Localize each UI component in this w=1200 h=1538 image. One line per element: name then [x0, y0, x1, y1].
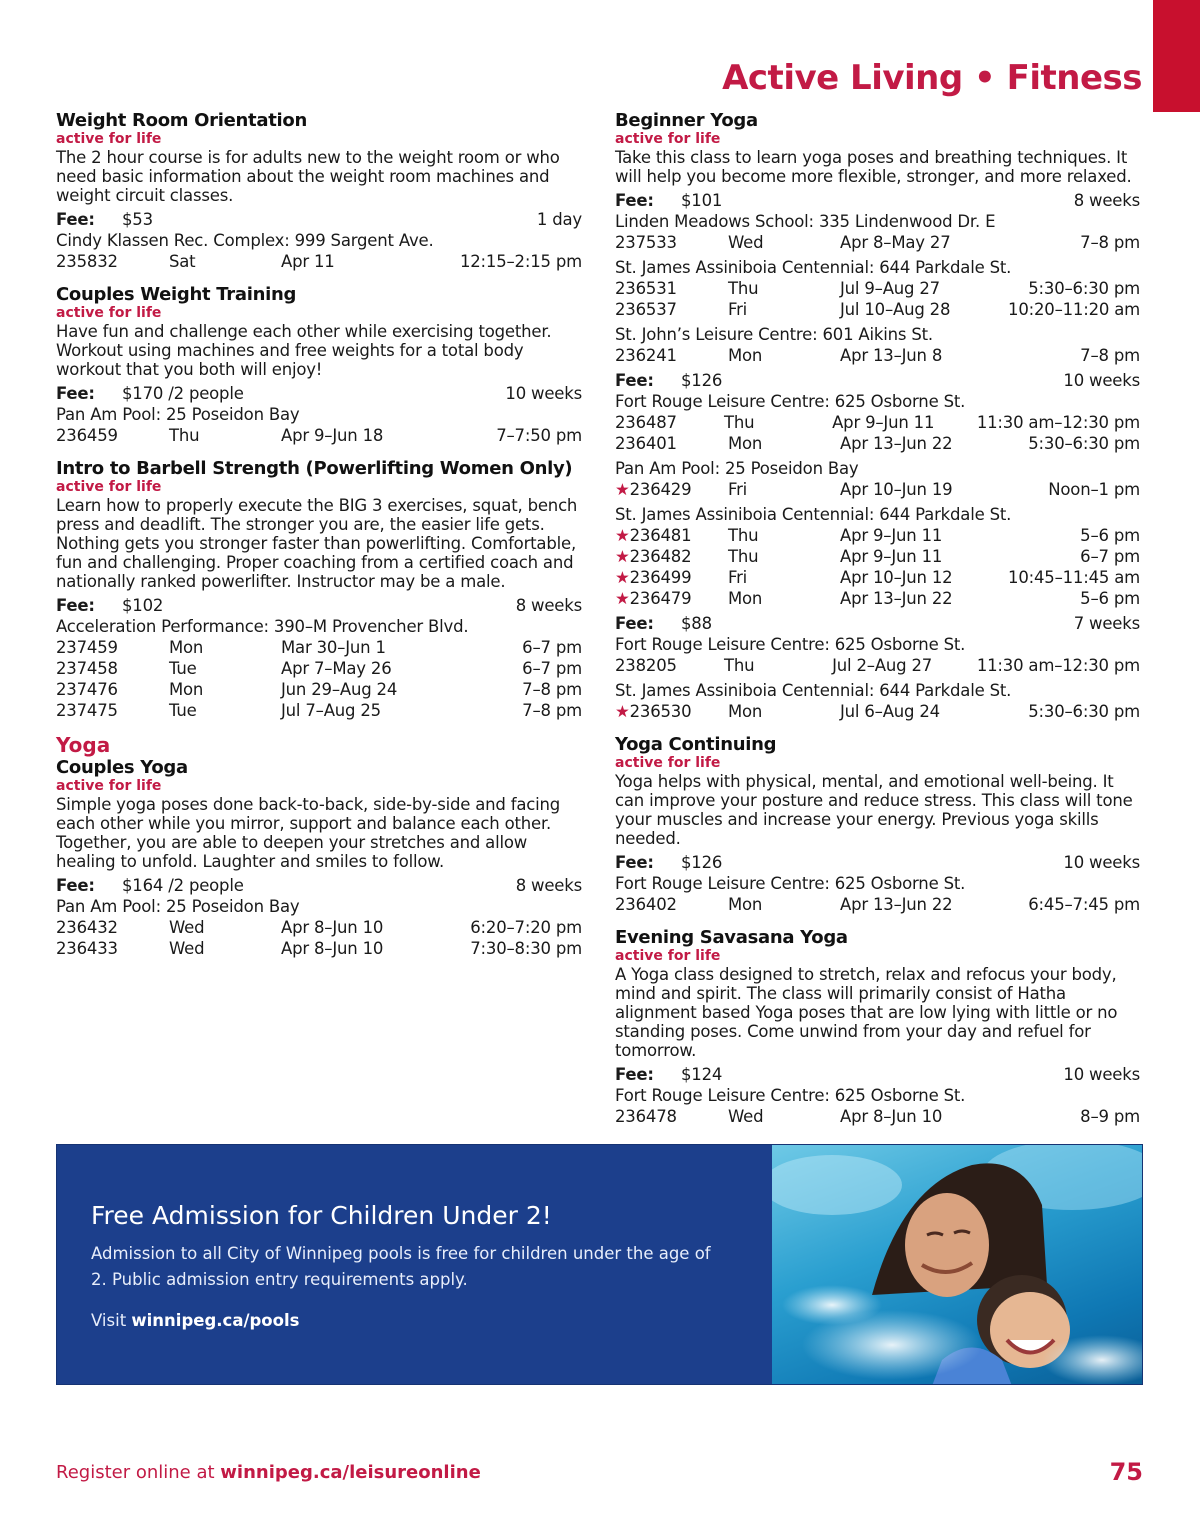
fee-label: Fee:	[615, 1065, 654, 1084]
session-time: 7–8 pm	[522, 680, 582, 699]
fee-label: Fee:	[615, 371, 654, 390]
fee-row	[615, 852, 1140, 873]
location-name: Fort Rouge Leisure Centre: 625 Osborne St.	[615, 874, 966, 893]
session-code-cell	[615, 232, 728, 253]
course-description: Simple yoga poses done back-to-back, side-by-side and facing each other while you mirror, support and balance each other. Together, you are able to deepen your stretches and allow healing to unfold. Laughter and smiles to follow.	[56, 795, 561, 871]
spacer	[56, 959, 582, 963]
session-day: Fri	[728, 300, 748, 319]
course-description: Yoga helps with physical, mental, and emotional well-being. It can improve your posture and reduce stress. This class will tone your muscles and increase your energy. Previous yoga skills needed.	[615, 772, 1133, 848]
spacer	[56, 272, 582, 276]
session-row	[615, 232, 1140, 253]
session-dates: Apr 10–Jun 19	[840, 480, 953, 499]
fee-row	[615, 613, 1140, 634]
course-title: Yoga Continuing	[615, 734, 777, 755]
session-code-cell	[615, 412, 724, 433]
location-name: St. John’s Leisure Centre: 601 Aikins St.	[615, 325, 933, 344]
session-code-cell	[56, 637, 169, 658]
star-icon: ★	[615, 480, 630, 499]
fee-amount: $102	[122, 596, 164, 615]
session-day: Mon	[169, 638, 204, 657]
session-code-cell	[615, 588, 728, 609]
star-icon: ★	[615, 702, 630, 721]
session-dates: Apr 9–Jun 11	[840, 547, 943, 566]
pool-photo-illustration	[772, 1145, 1143, 1385]
session-time: 7–7:50 pm	[496, 426, 582, 445]
right-course-list	[615, 110, 1140, 1131]
yoga-course-list	[56, 757, 582, 963]
course-block	[56, 757, 582, 963]
session-code[interactable]: 236429	[629, 480, 692, 499]
session-code[interactable]: 236499	[629, 568, 692, 587]
session-dates: Apr 11	[281, 252, 335, 271]
session-row	[615, 655, 1140, 676]
session-dates: Jul 7–Aug 25	[281, 701, 381, 720]
session-row	[615, 278, 1140, 299]
session-code-cell	[56, 251, 169, 272]
session-code[interactable]: 236487	[615, 413, 677, 432]
fee-label: Fee:	[615, 614, 654, 633]
session-code[interactable]: 236433	[56, 939, 118, 958]
session-code[interactable]: 237458	[56, 659, 118, 678]
session-day: Wed	[728, 233, 764, 252]
session-day: Wed	[169, 918, 205, 937]
session-time: 5–6 pm	[1080, 589, 1140, 608]
course-duration: 7 weeks	[1073, 614, 1140, 633]
session-row	[615, 894, 1140, 915]
session-code[interactable]: 236432	[56, 918, 118, 937]
session-dates: Apr 8–Jun 10	[281, 918, 384, 937]
session-day: Mon	[169, 680, 204, 699]
session-dates: Apr 10–Jun 12	[840, 568, 953, 587]
session-code[interactable]: 235832	[56, 252, 118, 271]
session-row	[615, 567, 1140, 588]
session-time: 6–7 pm	[522, 659, 582, 678]
session-dates: Jul 10–Aug 28	[840, 300, 951, 319]
category-title-yoga: Yoga	[56, 733, 111, 757]
session-row	[56, 251, 582, 272]
course-duration: 8 weeks	[515, 876, 582, 895]
location-name: Fort Rouge Leisure Centre: 625 Osborne St.	[615, 635, 966, 654]
session-row	[615, 299, 1140, 320]
session-row	[56, 425, 582, 446]
session-row	[56, 938, 582, 959]
course-duration: 10 weeks	[505, 384, 582, 403]
session-time: 7:30–8:30 pm	[470, 939, 582, 958]
session-time: 11:30 am–12:30 pm	[976, 656, 1140, 675]
session-time: 8–9 pm	[1080, 1107, 1140, 1126]
location-name: St. James Assiniboia Centennial: 644 Parkdale St.	[615, 505, 1012, 524]
session-code[interactable]: 237533	[615, 233, 677, 252]
section-tab	[1153, 0, 1200, 112]
fee-amount: $88	[681, 614, 712, 633]
session-code-cell	[615, 433, 728, 454]
session-code-cell	[56, 425, 169, 446]
location-name: Pan Am Pool: 25 Poseidon Bay	[615, 459, 859, 478]
session-row	[56, 658, 582, 679]
section-header: Active Living • Fitness	[722, 58, 1142, 98]
promo-text: Admission to all City of Winnipeg pools is free for children under the age of 2. Public admission entry requirements apply.	[91, 1244, 711, 1289]
session-row	[615, 546, 1140, 567]
active-for-life-badge: active for life	[615, 755, 721, 771]
location-name: Pan Am Pool: 25 Poseidon Bay	[56, 405, 300, 424]
course-block	[56, 458, 582, 725]
spacer	[56, 446, 582, 450]
star-icon: ★	[615, 568, 630, 587]
fee-row	[56, 875, 582, 896]
session-code-cell	[56, 917, 169, 938]
course-description: The 2 hour course is for adults new to the weight room or who need basic information about the weight room machines and weight circuit classes.	[56, 148, 560, 205]
fee-row	[56, 595, 582, 616]
session-code-cell	[615, 345, 728, 366]
star-icon: ★	[615, 547, 630, 566]
fee-label: Fee:	[56, 384, 95, 403]
session-time: 6–7 pm	[1080, 547, 1140, 566]
session-code-cell	[615, 525, 728, 546]
course-title: Couples Yoga	[56, 757, 188, 778]
session-day: Tue	[169, 701, 197, 720]
session-code-cell	[56, 700, 169, 721]
session-time: 6:45–7:45 pm	[1028, 895, 1140, 914]
session-code[interactable]: 236481	[629, 526, 692, 545]
session-row	[56, 637, 582, 658]
session-code-cell	[56, 938, 169, 959]
fee-amount: $170 /2 people	[122, 384, 244, 403]
session-time: 7–8 pm	[522, 701, 582, 720]
course-title: Weight Room Orientation	[56, 110, 307, 131]
fee-label: Fee:	[56, 596, 95, 615]
session-code-cell	[615, 655, 724, 676]
session-row	[615, 588, 1140, 609]
session-code-cell	[615, 567, 728, 588]
location-name: Fort Rouge Leisure Centre: 625 Osborne St.	[615, 1086, 966, 1105]
register-footer	[56, 1462, 481, 1483]
left-column	[56, 110, 582, 971]
session-row	[56, 917, 582, 938]
session-time: 7–8 pm	[1080, 346, 1140, 365]
session-code-cell	[615, 546, 728, 567]
spacer	[615, 915, 1140, 919]
session-code[interactable]: 237459	[56, 638, 118, 657]
register-prefix: Register online at	[56, 1462, 221, 1483]
session-code-cell	[615, 479, 728, 500]
fee-row	[615, 370, 1140, 391]
session-day: Sat	[169, 252, 196, 271]
fee-amount: $126	[681, 371, 723, 390]
session-day: Mon	[728, 346, 763, 365]
session-time: Noon–1 pm	[1048, 480, 1140, 499]
session-day: Thu	[724, 413, 755, 432]
course-description: A Yoga class designed to stretch, relax and refocus your body, mind and spirit. The class will primarily consist of Hatha alignment based Yoga poses that are low lying with little or no standing poses. Come unwind from your day and refuel for tomorrow.	[615, 965, 1118, 1060]
session-code[interactable]: 236530	[629, 702, 692, 721]
course-block	[56, 284, 582, 450]
session-code[interactable]: 236537	[615, 300, 677, 319]
session-day: Thu	[728, 526, 759, 545]
session-dates: Apr 13–Jun 22	[840, 589, 953, 608]
fee-row	[615, 1064, 1140, 1085]
right-column	[615, 110, 1140, 1139]
active-for-life-badge: active for life	[56, 479, 162, 495]
location-name: Acceleration Performance: 390–M Provencher Blvd.	[56, 617, 469, 636]
session-code[interactable]: 236401	[615, 434, 677, 453]
location-name: Cindy Klassen Rec. Complex: 999 Sargent Ave.	[56, 231, 434, 250]
session-row	[615, 479, 1140, 500]
session-code[interactable]: 236479	[629, 589, 692, 608]
course-duration: 10 weeks	[1063, 371, 1140, 390]
fee-amount: $101	[681, 191, 723, 210]
session-dates: Mar 30–Jun 1	[281, 638, 386, 657]
fee-row	[56, 209, 582, 230]
session-code[interactable]: 236241	[615, 346, 677, 365]
course-description: Learn how to properly execute the BIG 3 exercises, squat, bench press and deadlift. The stronger you are, the easier life gets. Nothing gets you stronger faster than powerlifting. Comfortable, fun and challenging. Proper coaching from a certified coach and nationally ranked powerlifter. Instructor may be a male.	[56, 496, 578, 591]
fee-row	[56, 383, 582, 404]
course-title: Intro to Barbell Strength (Powerlifting Women Only)	[56, 458, 573, 479]
location-name: St. James Assiniboia Centennial: 644 Parkdale St.	[615, 681, 1012, 700]
session-dates: Apr 7–May 26	[281, 659, 392, 678]
session-time: 10:45–11:45 am	[1008, 568, 1140, 587]
session-code[interactable]: 236459	[56, 426, 118, 445]
session-dates: Jul 2–Aug 27	[832, 656, 933, 675]
session-code[interactable]: 237476	[56, 680, 118, 699]
session-code[interactable]: 236482	[629, 547, 692, 566]
session-code-cell	[615, 701, 728, 722]
course-duration: 10 weeks	[1063, 1065, 1140, 1084]
session-time: 6:20–7:20 pm	[470, 918, 582, 937]
course-block	[56, 110, 582, 276]
location-name: Fort Rouge Leisure Centre: 625 Osborne St.	[615, 392, 966, 411]
active-for-life-badge: active for life	[615, 948, 721, 964]
course-block	[615, 734, 1140, 919]
session-day: Thu	[728, 547, 759, 566]
pool-photo	[772, 1145, 1143, 1385]
fee-label: Fee:	[615, 191, 654, 210]
course-block	[615, 927, 1140, 1131]
session-row	[615, 345, 1140, 366]
course-description: Have fun and challenge each other while exercising together. Workout using machines and free weights for a total body workout that you both will enjoy!	[56, 322, 552, 379]
session-time: 5:30–6:30 pm	[1028, 434, 1140, 453]
fee-label: Fee:	[56, 210, 95, 229]
promo-banner	[56, 1144, 1143, 1385]
course-duration: 1 day	[536, 210, 582, 229]
session-code[interactable]: 236478	[615, 1107, 677, 1126]
session-time: 7–8 pm	[1080, 233, 1140, 252]
location-name: Linden Meadows School: 335 Lindenwood Dr. E	[615, 212, 996, 231]
session-dates: Jul 6–Aug 24	[840, 702, 940, 721]
session-dates: Jun 29–Aug 24	[281, 680, 398, 699]
session-code-cell	[615, 299, 728, 320]
session-row	[615, 525, 1140, 546]
session-dates: Apr 13–Jun 22	[840, 434, 953, 453]
session-code-cell	[615, 1106, 728, 1127]
fee-label: Fee:	[615, 853, 654, 872]
active-for-life-badge: active for life	[56, 305, 162, 321]
fee-amount: $53	[122, 210, 153, 229]
session-row	[615, 701, 1140, 722]
session-dates: Apr 9–Jun 11	[840, 526, 943, 545]
session-day: Wed	[728, 1107, 764, 1126]
promo-visit	[91, 1311, 299, 1330]
session-dates: Apr 9–Jun 18	[281, 426, 384, 445]
session-code-cell	[56, 679, 169, 700]
promo-title: Free Admission for Children Under 2!	[91, 1201, 552, 1230]
session-day: Mon	[728, 589, 763, 608]
fee-label: Fee:	[56, 876, 95, 895]
session-day: Mon	[728, 434, 763, 453]
session-dates: Apr 13–Jun 22	[840, 895, 953, 914]
session-code-cell	[615, 894, 728, 915]
session-code-cell	[615, 278, 728, 299]
session-code[interactable]: 236531	[615, 279, 677, 298]
session-day: Fri	[728, 480, 748, 499]
fee-amount: $126	[681, 853, 723, 872]
session-time: 6–7 pm	[522, 638, 582, 657]
session-time: 11:30 am–12:30 pm	[976, 413, 1140, 432]
session-dates: Apr 9–Jun 11	[832, 413, 935, 432]
session-row	[615, 1106, 1140, 1127]
session-row	[56, 679, 582, 700]
session-day: Tue	[169, 659, 197, 678]
register-link[interactable]: winnipeg.ca/leisureonline	[220, 1462, 481, 1483]
session-day: Thu	[169, 426, 200, 445]
session-dates: Apr 8–Jun 10	[840, 1107, 943, 1126]
session-time: 5:30–6:30 pm	[1028, 279, 1140, 298]
course-description: Take this class to learn yoga poses and breathing techniques. It will help you become more flexible, stronger, and more relaxed.	[615, 148, 1132, 186]
session-code[interactable]: 238205	[615, 656, 677, 675]
left-course-list	[56, 110, 582, 725]
session-time: 12:15–2:15 pm	[459, 252, 582, 271]
session-code[interactable]: 237475	[56, 701, 118, 720]
session-time: 5:30–6:30 pm	[1028, 702, 1140, 721]
course-title: Evening Savasana Yoga	[615, 927, 848, 948]
session-dates: Jul 9–Aug 27	[840, 279, 940, 298]
session-day: Thu	[728, 279, 759, 298]
session-dates: Apr 13–Jun 8	[840, 346, 943, 365]
course-title: Beginner Yoga	[615, 110, 758, 131]
spacer	[615, 722, 1140, 726]
course-duration: 8 weeks	[1073, 191, 1140, 210]
fee-row	[615, 190, 1140, 211]
active-for-life-badge: active for life	[615, 131, 721, 147]
promo-visit-prefix: Visit	[91, 1311, 132, 1330]
session-day: Thu	[724, 656, 755, 675]
spacer	[56, 721, 582, 725]
session-dates: Apr 8–Jun 10	[281, 939, 384, 958]
course-duration: 8 weeks	[515, 596, 582, 615]
session-day: Mon	[728, 895, 763, 914]
session-row	[615, 433, 1140, 454]
course-title: Couples Weight Training	[56, 284, 297, 305]
session-time: 10:20–11:20 am	[1008, 300, 1140, 319]
course-block	[615, 110, 1140, 726]
location-name: St. James Assiniboia Centennial: 644 Parkdale St.	[615, 258, 1012, 277]
promo-link[interactable]: winnipeg.ca/pools	[131, 1311, 300, 1330]
star-icon: ★	[615, 526, 630, 545]
session-row	[615, 412, 1140, 433]
session-code[interactable]: 236402	[615, 895, 677, 914]
location-name: Pan Am Pool: 25 Poseidon Bay	[56, 897, 300, 916]
session-time: 5–6 pm	[1080, 526, 1140, 545]
session-dates: Apr 8–May 27	[840, 233, 951, 252]
fee-amount: $164 /2 people	[122, 876, 244, 895]
session-code-cell	[56, 658, 169, 679]
star-icon: ★	[615, 589, 630, 608]
page-number: 75	[1109, 1458, 1143, 1486]
session-row	[56, 700, 582, 721]
active-for-life-badge: active for life	[56, 131, 162, 147]
session-day: Fri	[728, 568, 748, 587]
session-day: Mon	[728, 702, 763, 721]
fee-amount: $124	[681, 1065, 723, 1084]
session-day: Wed	[169, 939, 205, 958]
course-duration: 10 weeks	[1063, 853, 1140, 872]
active-for-life-badge: active for life	[56, 778, 162, 794]
spacer	[615, 1127, 1140, 1131]
